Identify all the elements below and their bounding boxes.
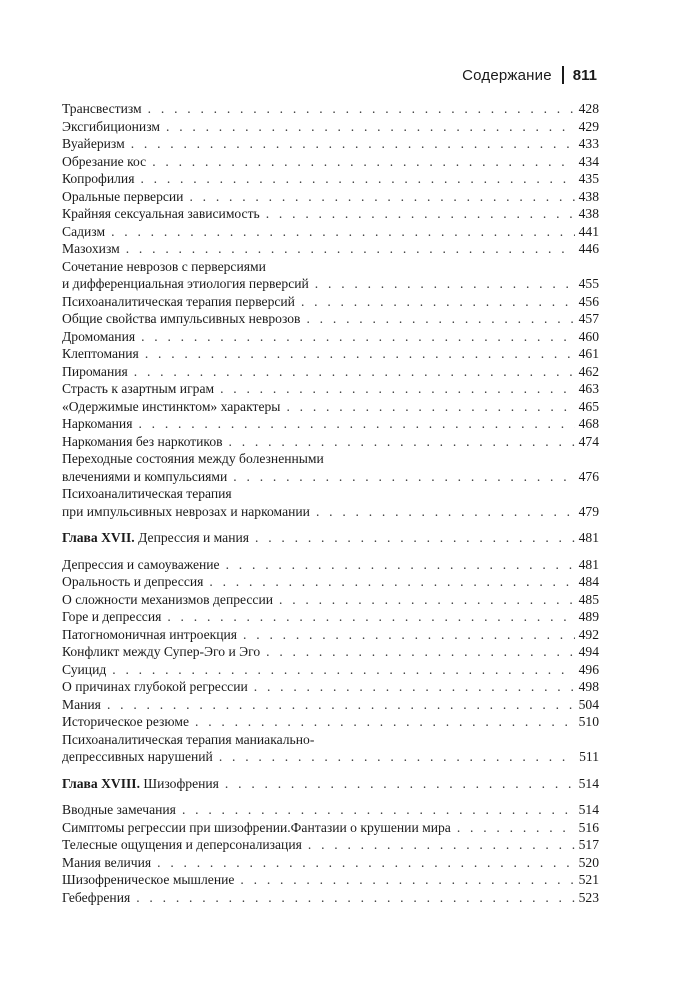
toc-page-number: 494	[578, 644, 599, 659]
toc-entry-row	[62, 626, 599, 644]
toc-entry-row	[62, 678, 599, 696]
toc-entry-title: Наркомания без наркотиков	[62, 433, 223, 449]
toc-entry-row	[62, 713, 599, 731]
dot-leader	[141, 328, 575, 346]
toc-entry-title: депрессивных нарушений	[62, 749, 213, 764]
running-header	[462, 66, 597, 84]
toc-entry-row	[62, 433, 599, 451]
header-divider	[562, 66, 564, 84]
dot-leader	[107, 696, 575, 714]
chapter-label: Глава XVII.	[62, 530, 135, 545]
toc-entry-title: Крайняя сексуальная зависимость	[62, 206, 260, 221]
toc-entry[interactable]	[62, 889, 599, 907]
toc-entry-row	[62, 310, 599, 328]
toc-chapter-17[interactable]	[62, 529, 599, 547]
dot-leader	[195, 713, 575, 731]
toc-entry[interactable]	[62, 363, 599, 381]
toc-entry[interactable]	[62, 345, 599, 363]
toc-entry-title: Историческое резюме	[62, 714, 190, 729]
dot-leader	[209, 573, 574, 591]
toc-entry-title: Гебефрения	[62, 889, 131, 905]
toc-entry[interactable]	[62, 591, 599, 609]
toc-entry-row	[62, 696, 599, 714]
toc-entry[interactable]	[62, 118, 599, 136]
toc-entry-row	[62, 100, 599, 118]
toc-entry[interactable]	[62, 433, 599, 451]
toc-entry-row	[62, 836, 599, 854]
toc-entry[interactable]	[62, 135, 599, 153]
dot-leader	[134, 363, 575, 381]
toc-entry[interactable]	[62, 573, 599, 591]
toc-entry-title: Телесные ощущения и деперсонализация	[62, 837, 302, 852]
toc-entry-title: Оральные перверсии	[62, 188, 184, 204]
toc-page-number: 456	[578, 293, 599, 309]
toc-page-number: 492	[578, 626, 599, 642]
dot-leader	[182, 801, 575, 819]
toc-page-number: 514	[578, 802, 599, 817]
toc-entry-title: Конфликт между Супер-Эго и Эго	[62, 644, 261, 659]
toc-entry-title: Оральность и депрессия	[62, 574, 204, 589]
toc-section-3	[62, 801, 599, 906]
toc-entry-title: и дифференциальная этиология перверсий	[62, 276, 309, 291]
toc-page-number: 463	[578, 381, 599, 396]
toc-entry[interactable]	[62, 188, 599, 206]
dot-leader	[240, 871, 574, 889]
toc-page-number: 457	[578, 311, 599, 326]
toc-entry-title: Страсть к азартным играм	[62, 381, 215, 396]
toc-entry[interactable]	[62, 153, 599, 171]
toc-entry[interactable]	[62, 310, 599, 328]
toc-page-number: 484	[578, 574, 599, 589]
toc-entry-row	[62, 415, 599, 433]
toc-page-number: 517	[578, 837, 599, 852]
toc-page-number: 510	[578, 714, 599, 729]
toc-entry-row	[62, 889, 599, 907]
chapter-title: Шизофрения	[143, 775, 219, 791]
toc-entry-row	[62, 205, 599, 223]
toc-entry[interactable]	[62, 205, 599, 223]
toc-page-number: 438	[578, 206, 599, 221]
toc-entry[interactable]	[62, 836, 599, 854]
toc-entry-title: Мания величия	[62, 854, 152, 870]
dot-leader	[229, 433, 575, 451]
toc-entry-title-line: Психоаналитическая терапия	[62, 486, 232, 501]
toc-entry-title: влечениями и компульсиями	[62, 468, 228, 484]
toc-page-number: 476	[578, 468, 599, 484]
toc-page-number: 479	[578, 503, 599, 519]
toc-entry[interactable]	[62, 661, 599, 679]
page-number: 811	[572, 66, 597, 84]
toc-page-number: 441	[578, 223, 599, 239]
toc-entry-title: Трансвестизм	[62, 101, 142, 116]
toc-entry-title: Клептомания	[62, 346, 139, 361]
dot-leader	[136, 889, 574, 907]
toc-entry[interactable]	[62, 398, 599, 416]
dot-leader	[243, 626, 575, 644]
toc-entry-row	[62, 819, 599, 837]
dot-leader	[167, 608, 574, 626]
toc-entry[interactable]	[62, 293, 599, 311]
toc-entry-row	[62, 363, 599, 381]
toc-page-number: 429	[578, 118, 599, 134]
toc-entry-row	[62, 345, 599, 363]
dot-leader	[315, 275, 575, 293]
toc-entry[interactable]	[62, 854, 599, 872]
toc-page-number: 433	[578, 136, 599, 151]
dot-leader	[457, 819, 575, 837]
dot-leader	[112, 661, 574, 679]
toc-entry-row	[62, 573, 599, 591]
dot-leader	[189, 188, 574, 206]
toc-entry[interactable]	[62, 485, 599, 520]
dot-leader	[152, 153, 574, 171]
chapter-title: Депрессия и мания	[138, 530, 250, 545]
toc-entry[interactable]	[62, 643, 599, 661]
header-title: Содержание	[462, 66, 552, 84]
toc-entry-row	[62, 556, 599, 574]
toc-entry-title: Психоаналитическая терапия перверсий	[62, 293, 295, 309]
dot-leader	[220, 380, 575, 398]
toc-entry[interactable]	[62, 415, 599, 433]
dot-leader	[157, 854, 574, 872]
dot-leader	[286, 398, 574, 416]
toc-page-number: 460	[578, 328, 599, 344]
dot-leader	[266, 643, 574, 661]
dot-leader	[166, 118, 575, 136]
dot-leader	[254, 678, 575, 696]
toc-entry-row	[62, 468, 599, 486]
toc-entry-row	[62, 380, 599, 398]
toc-entry[interactable]	[62, 819, 599, 837]
toc-entry-title: О сложности механизмов депрессии	[62, 591, 274, 607]
toc-page-number: 434	[578, 153, 599, 169]
toc-entry[interactable]	[62, 608, 599, 626]
toc-entry[interactable]	[62, 871, 599, 889]
toc-entry-row	[62, 153, 599, 171]
toc-entry[interactable]	[62, 258, 599, 293]
toc-entry-row	[62, 608, 599, 626]
toc-entry-row	[62, 118, 599, 136]
toc-entry-title: Суицид	[62, 661, 107, 677]
toc-entry[interactable]	[62, 100, 599, 118]
toc-entry-row	[62, 748, 599, 766]
toc-page-number: 511	[579, 749, 599, 764]
toc-entry[interactable]	[62, 678, 599, 696]
toc-entry-row	[62, 328, 599, 346]
dot-leader	[266, 205, 575, 223]
toc-entry-title: Патогномоничная интроекция	[62, 626, 238, 642]
toc-entry-title: Садизм	[62, 223, 106, 239]
toc-page-number: 455	[578, 276, 599, 291]
toc-entry[interactable]	[62, 713, 599, 731]
toc-entry-title: Вуайеризм	[62, 136, 125, 151]
toc-entry[interactable]	[62, 696, 599, 714]
toc-entry-row	[62, 643, 599, 661]
toc-entry-title: Наркомания	[62, 416, 133, 431]
toc-entry-row	[62, 854, 599, 872]
toc-entry-title: Общие свойства импульсивных неврозов	[62, 311, 301, 326]
toc-entry-title: Шизофреническое мышление	[62, 872, 235, 887]
toc-page-number: 514	[578, 775, 599, 791]
toc-entry-row	[62, 188, 599, 206]
toc-page-number: 461	[578, 346, 599, 361]
toc-entry-row	[62, 503, 599, 521]
toc-entry-title: Дромомания	[62, 328, 136, 344]
toc-entry-row	[62, 275, 599, 293]
dot-leader	[131, 135, 575, 153]
toc-entry-title: Пиромания	[62, 363, 128, 379]
dot-leader	[145, 345, 575, 363]
dot-leader	[226, 556, 575, 574]
toc-entry-title: Депрессия и самоуважение	[62, 556, 220, 572]
toc-page-number: 523	[578, 889, 599, 905]
dot-leader	[126, 240, 575, 258]
toc-entry[interactable]	[62, 801, 599, 819]
toc-entry-title: Вводные замечания	[62, 802, 176, 817]
toc-entry-title: Эксгибиционизм	[62, 118, 160, 134]
toc-entry-title-line: Переходные состояния между болезненными	[62, 451, 324, 466]
dot-leader	[111, 223, 575, 241]
toc-entry[interactable]	[62, 170, 599, 188]
dot-leader	[316, 503, 575, 521]
dot-leader	[301, 293, 575, 311]
toc-entry-title: «Одержимые инстинктом» характеры	[62, 398, 281, 414]
toc-entry-row	[62, 135, 599, 153]
toc-page-number: 496	[578, 661, 599, 677]
toc-section-1	[62, 100, 599, 520]
toc-chapter-18[interactable]	[62, 775, 599, 793]
dot-leader	[138, 415, 574, 433]
dot-leader	[233, 468, 574, 486]
toc-entry[interactable]	[62, 556, 599, 574]
toc-section-2	[62, 556, 599, 766]
toc-page-number: 504	[578, 696, 599, 712]
toc-page-number: 481	[578, 556, 599, 572]
toc-entry-title: Копрофилия	[62, 171, 135, 186]
toc-page-number: 498	[578, 679, 599, 694]
toc-entry-row	[62, 801, 599, 819]
toc-entry-title: Обрезание кос	[62, 153, 147, 169]
toc-entry[interactable]	[62, 223, 599, 241]
toc-entry-title: О причинах глубокой регрессии	[62, 679, 248, 694]
toc-entry-row	[62, 398, 599, 416]
toc-entry-row	[62, 661, 599, 679]
toc-page-number: 438	[578, 188, 599, 204]
toc-entry-title-line: Сочетание неврозов с перверсиями	[62, 258, 266, 274]
toc-entry-row	[62, 591, 599, 609]
toc-entry[interactable]	[62, 626, 599, 644]
toc-entry-title: Мания	[62, 696, 101, 712]
toc-page-number: 516	[578, 819, 599, 835]
toc-entry-row	[62, 293, 599, 311]
dot-leader	[306, 310, 574, 328]
toc-page-number: 489	[578, 609, 599, 624]
toc-entry[interactable]	[62, 731, 599, 766]
toc-entry[interactable]	[62, 328, 599, 346]
toc-entry[interactable]	[62, 380, 599, 398]
toc-entry-title: при импульсивных неврозах и наркомании	[62, 503, 310, 519]
toc-page-number: 446	[578, 241, 599, 256]
dot-leader	[219, 748, 575, 766]
toc-entry[interactable]	[62, 450, 599, 485]
toc-page-number: 481	[578, 530, 599, 545]
toc-entry-title: Горе и депрессия	[62, 609, 162, 624]
toc-page-number: 521	[578, 872, 599, 887]
toc-entry-row	[62, 240, 599, 258]
toc-entry-title: Мазохизм	[62, 241, 120, 256]
toc-entry-title-line: Психоаналитическая терапия маниакально-	[62, 731, 315, 747]
toc-entry-row	[62, 170, 599, 188]
dot-leader	[140, 170, 574, 188]
dot-leader	[225, 775, 575, 793]
toc-entry-row	[62, 871, 599, 889]
toc-entry-title: Симптомы регрессии при шизофрении.Фантазии о крушении мира	[62, 819, 451, 835]
toc-page-number: 474	[578, 433, 599, 449]
dot-leader	[279, 591, 575, 609]
toc-page-number: 520	[578, 854, 599, 870]
dot-leader	[308, 836, 575, 854]
toc-page-number: 462	[578, 363, 599, 379]
dot-leader	[255, 529, 575, 547]
toc-page-number: 485	[578, 591, 599, 607]
toc-entry[interactable]	[62, 240, 599, 258]
toc-page-number: 465	[578, 398, 599, 414]
table-of-contents	[62, 100, 599, 906]
chapter-label: Глава XVIII.	[62, 775, 140, 791]
toc-page-number: 435	[578, 171, 599, 186]
dot-leader	[148, 100, 575, 118]
toc-page-number: 428	[578, 101, 599, 116]
toc-entry-row	[62, 223, 599, 241]
toc-page-number: 468	[578, 416, 599, 431]
